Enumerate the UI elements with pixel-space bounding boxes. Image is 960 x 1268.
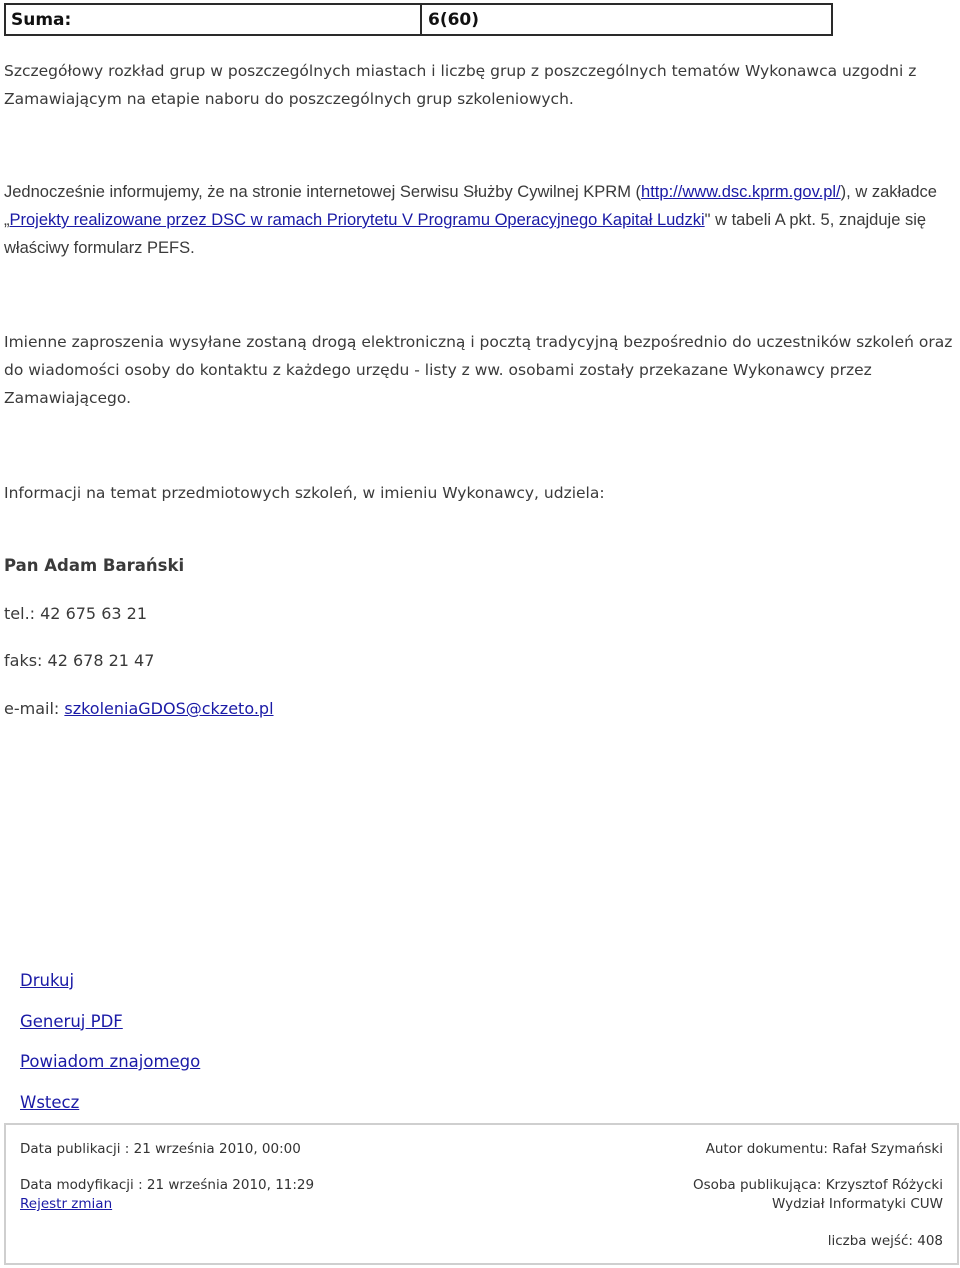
publication-date: Data publikacji : 21 września 2010, 00:00 xyxy=(20,1141,301,1157)
print-link[interactable]: Drukuj xyxy=(20,971,75,990)
modification-date: Data modyfikacji : 21 września 2010, 11:29 xyxy=(20,1177,315,1193)
suma-table xyxy=(4,3,833,36)
document-author: Autor dokumentu: Rafał Szymański xyxy=(705,1141,943,1157)
paragraph-contact-intro: Informacji na temat przedmiotowych szkoleń, w imieniu Wykonawcy, udziela: xyxy=(4,484,605,502)
paragraph-invitations: Imienne zaproszenia wysyłane zostaną drogą elektroniczną i pocztą tradycyjną bezpośrednio do uczestników szkoleń oraz do wiadomości osoby do kontaktu z każdego urzędu - listy z ww. osobami zostały przekazane Wykonawcy przez Zamawiającego. xyxy=(4,333,953,407)
contact-email xyxy=(4,699,274,718)
document-metadata-footer xyxy=(4,1123,959,1265)
paragraph-text: ), w zakładce „ xyxy=(4,183,937,229)
suma-label: Suma: xyxy=(6,5,422,34)
publisher: Osoba publikująca: Krzysztof Różycki xyxy=(692,1177,943,1193)
back-link[interactable]: Wstecz xyxy=(20,1092,80,1112)
notify-friend-link[interactable]: Powiadom znajomego xyxy=(20,1052,201,1071)
suma-value: 6(60) xyxy=(428,9,480,30)
paragraph-pefs-form xyxy=(4,178,954,262)
email-label: e-mail: xyxy=(4,699,65,718)
changelog-link[interactable]: Rejestr zmian xyxy=(20,1196,113,1212)
contact-name: Pan Adam Barański xyxy=(4,556,185,575)
paragraph-text: " w tabeli A pkt. 5, znajduje się właściwy formularz PEFS. xyxy=(4,211,927,257)
page-actions xyxy=(20,970,200,1132)
paragraph-group-schedule: Szczegółowy rozkład grup w poszczególnych miastach i liczbę grup z poszczególnych tematów Wykonawca uzgodni z Zamawiającym na etapie naboru do poszczególnych grup szkoleniowych. xyxy=(4,62,917,108)
paragraph-text: Jednocześnie informujemy, że na stronie internetowej Serwisu Służby Cywilnej KPRM ( xyxy=(4,183,642,201)
generate-pdf-link[interactable]: Generuj PDF xyxy=(20,1011,123,1031)
contact-phone: tel.: 42 675 63 21 xyxy=(4,604,147,623)
dsc-kprm-link[interactable]: http://www.dsc.kprm.gov.pl/ xyxy=(641,183,841,201)
visit-count: liczba wejść: 408 xyxy=(827,1233,943,1249)
contact-fax: faks: 42 678 21 47 xyxy=(4,651,155,670)
dsc-projects-link[interactable]: Projekty realizowane przez DSC w ramach Priorytetu V Programu Operacyjnego Kapitał Ludzki xyxy=(9,211,705,229)
email-link[interactable]: szkoleniaGDOS@ckzeto.pl xyxy=(64,699,274,718)
department: Wydział Informatyki CUW xyxy=(772,1196,943,1212)
